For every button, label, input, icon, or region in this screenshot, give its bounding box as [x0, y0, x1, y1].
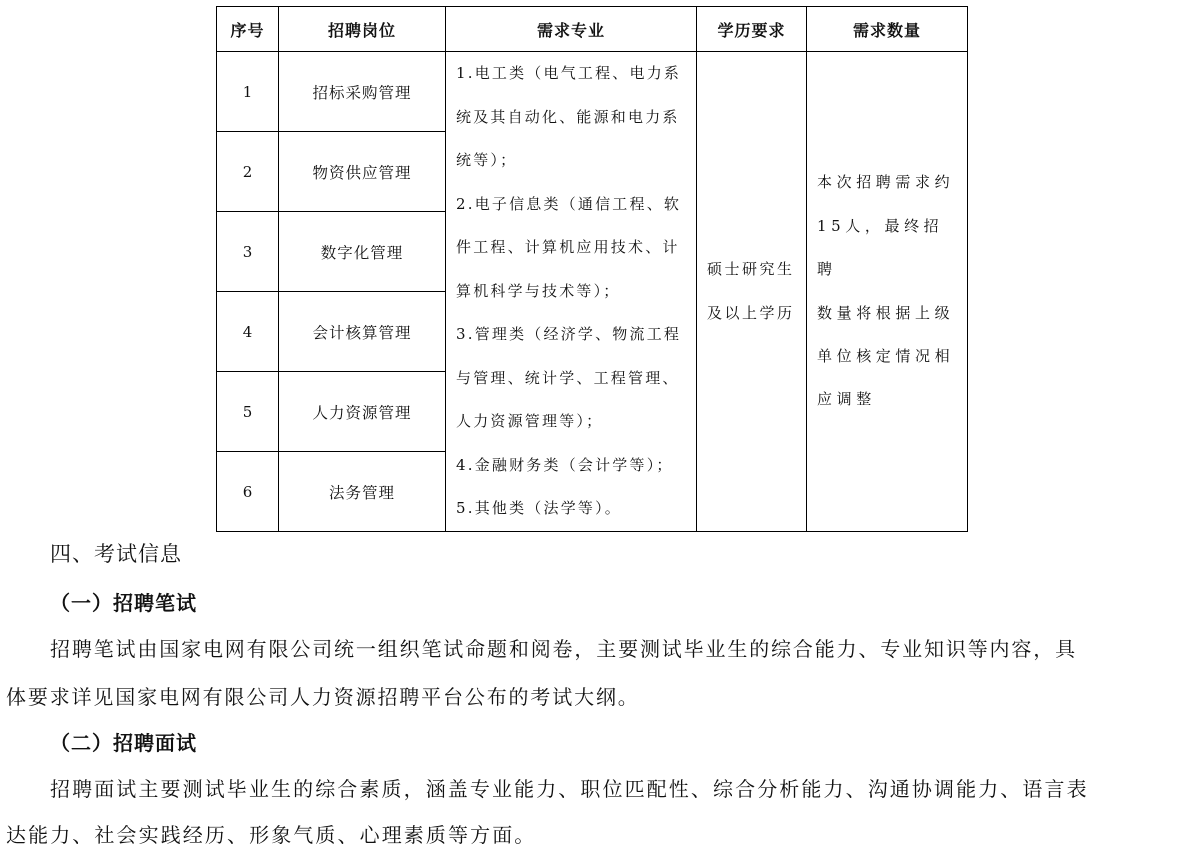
majors-cell: [446, 52, 697, 532]
quantity-cell: [807, 52, 968, 532]
majors-line: 统等）；: [456, 151, 518, 170]
row-position: 物资供应管理: [279, 132, 446, 212]
written-exam-paragraph-line-2: 体要求详见国家电网有限公司人力资源招聘平台公布的考试大纲。: [6, 685, 640, 709]
interview-paragraph-line-1: 招聘面试主要测试毕业生的综合素质，涵盖专业能力、职位匹配性、综合分析能力、沟通协调能力、语言表: [50, 777, 1089, 801]
header-seq: 序号: [217, 7, 279, 52]
row-position: 招标采购管理: [279, 52, 446, 132]
written-exam-paragraph-line-1: 招聘笔试由国家电网有限公司统一组织笔试命题和阅卷，主要测试毕业生的综合能力、专业知识等内容，具: [50, 637, 1077, 661]
majors-line: 2.电子信息类（通信工程、软: [456, 194, 682, 213]
education-line: 及以上学历: [707, 303, 795, 322]
row-seq: 4: [217, 292, 279, 372]
majors-line: 5.其他类（法学等）。: [456, 499, 623, 518]
header-position: 招聘岗位: [279, 7, 446, 52]
row-position: 数字化管理: [279, 212, 446, 292]
header-education: 学历要求: [697, 7, 807, 52]
majors-line: 算机科学与技术等）；: [456, 281, 621, 300]
quantity-line: 应调整: [817, 390, 876, 409]
written-exam-heading: （一）招聘笔试: [50, 591, 197, 615]
majors-line: 统及其自动化、能源和电力系: [456, 107, 680, 126]
majors-line: 3.管理类（经济学、物流工程: [456, 325, 682, 344]
row-seq: 6: [217, 452, 279, 532]
row-position: 人力资源管理: [279, 372, 446, 452]
majors-line: 与管理、统计学、工程管理、: [456, 368, 680, 387]
row-seq: 3: [217, 212, 279, 292]
quantity-line: 本次招聘需求约: [817, 173, 955, 192]
requirements-table: [216, 6, 968, 532]
education-cell: [697, 52, 807, 532]
majors-line: 4.金融财务类（会计学等）；: [456, 455, 674, 474]
majors-line: 件工程、计算机应用技术、计: [456, 238, 680, 257]
row-seq: 2: [217, 132, 279, 212]
table-row: [217, 52, 968, 132]
table-header-row: [217, 7, 968, 52]
row-seq: 5: [217, 372, 279, 452]
majors-line: 人力资源管理等）；: [456, 412, 604, 431]
quantity-line: 15人，最终招聘: [817, 216, 944, 279]
quantity-line: 数量将根据上级: [817, 303, 955, 322]
header-quantity: 需求数量: [807, 7, 968, 52]
row-seq: 1: [217, 52, 279, 132]
row-position: 法务管理: [279, 452, 446, 532]
section-heading-exam-info: 四、考试信息: [50, 542, 182, 566]
majors-line: 1.电工类（电气工程、电力系: [456, 64, 682, 83]
education-line: 硕士研究生: [707, 260, 795, 279]
quantity-line: 单位核定情况相: [817, 346, 955, 365]
interview-heading: （二）招聘面试: [50, 731, 197, 755]
interview-paragraph-line-2: 达能力、社会实践经历、形象气质、心理素质等方面。: [6, 823, 537, 847]
header-majors: 需求专业: [446, 7, 697, 52]
row-position: 会计核算管理: [279, 292, 446, 372]
